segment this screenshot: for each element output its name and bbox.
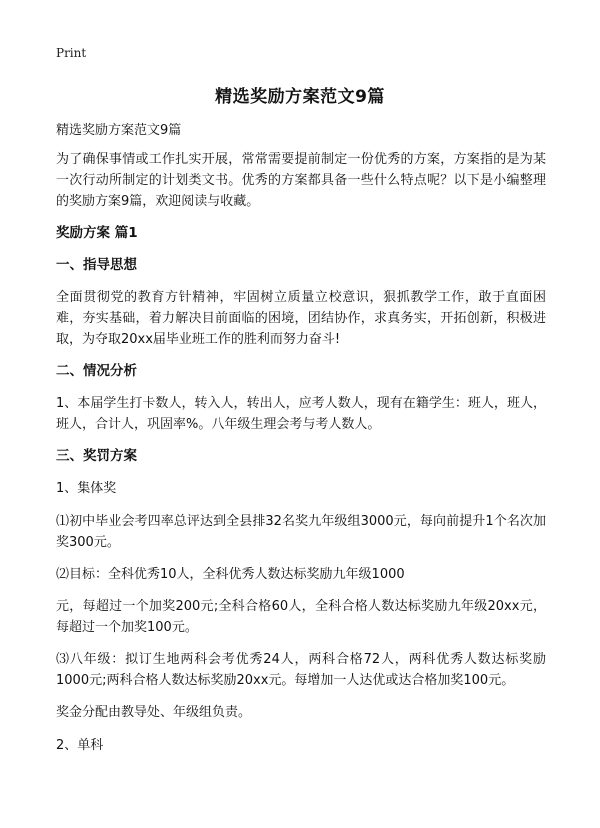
page-title: 精选奖励方案范文9篇 [215,87,385,107]
heading-guiding-ideology: 一、指导思想 [56,257,137,273]
article-subtitle: 精选奖励方案范文9篇 [56,123,182,138]
intro-paragraph: 为了确保事情或工作扎实开展，常常需要提前制定一份优秀的方案，方案指的是为某一次行动所制定的计划类文书。优秀的方案都具备一些什么特点呢？以下是小编整理的奖励方案9篇，欢迎阅读与收藏。 [56,152,546,209]
situation-analysis-paragraph: 1、本届学生打卡数人，转入人，转出人，应考人数人，现有在籍学生：班人，班人，班人，合计人，巩固率%。八年级生理会考与考人数人。 [56,396,546,432]
print-link[interactable]: Print [56,46,87,60]
guiding-ideology-paragraph: 全面贯彻党的教育方针精神，牢固树立质量立校意识，狠抓教学工作，敢于直面困难，夯实基础，着力解决目前面临的困境，团结协作，求真务实，开拓创新，积极进取，为夺取20xx届毕业班工作的胜利而努力奋斗! [56,290,546,347]
reward-item-1: ⑴初中毕业会考四率总评达到全县排32名奖九年级组3000元，每向前提升1个名次加奖300元。 [56,514,546,550]
bonus-allocation-note: 奖金分配由教导处、年级组负责。 [56,705,252,720]
reward-item-3: ⑶八年级：拟订生地两科会考优秀24人，两科合格72人，两科优秀人数达标奖励1000元;两科合格人数达标奖励20xx元。每增加一人达优或达合格加奖100元。 [56,652,546,688]
heading-reward-plan: 三、奖罚方案 [56,448,137,464]
heading-situation-analysis: 二、情况分析 [56,363,137,379]
reward-item-2b: 元，每超过一个加奖200元;全科合格60人，全科合格人数达标奖励九年级20xx元，每超过一个加奖100元。 [56,599,546,635]
article-body [56,120,546,768]
collective-award-label: 1、集体奖 [56,481,117,496]
single-subject-label: 2、单科 [56,738,104,753]
reward-item-2a: ⑵目标：全科优秀10人，全科优秀人数达标奖励九年级1000 [56,567,405,582]
section-heading: 奖励方案 篇1 [56,225,138,241]
